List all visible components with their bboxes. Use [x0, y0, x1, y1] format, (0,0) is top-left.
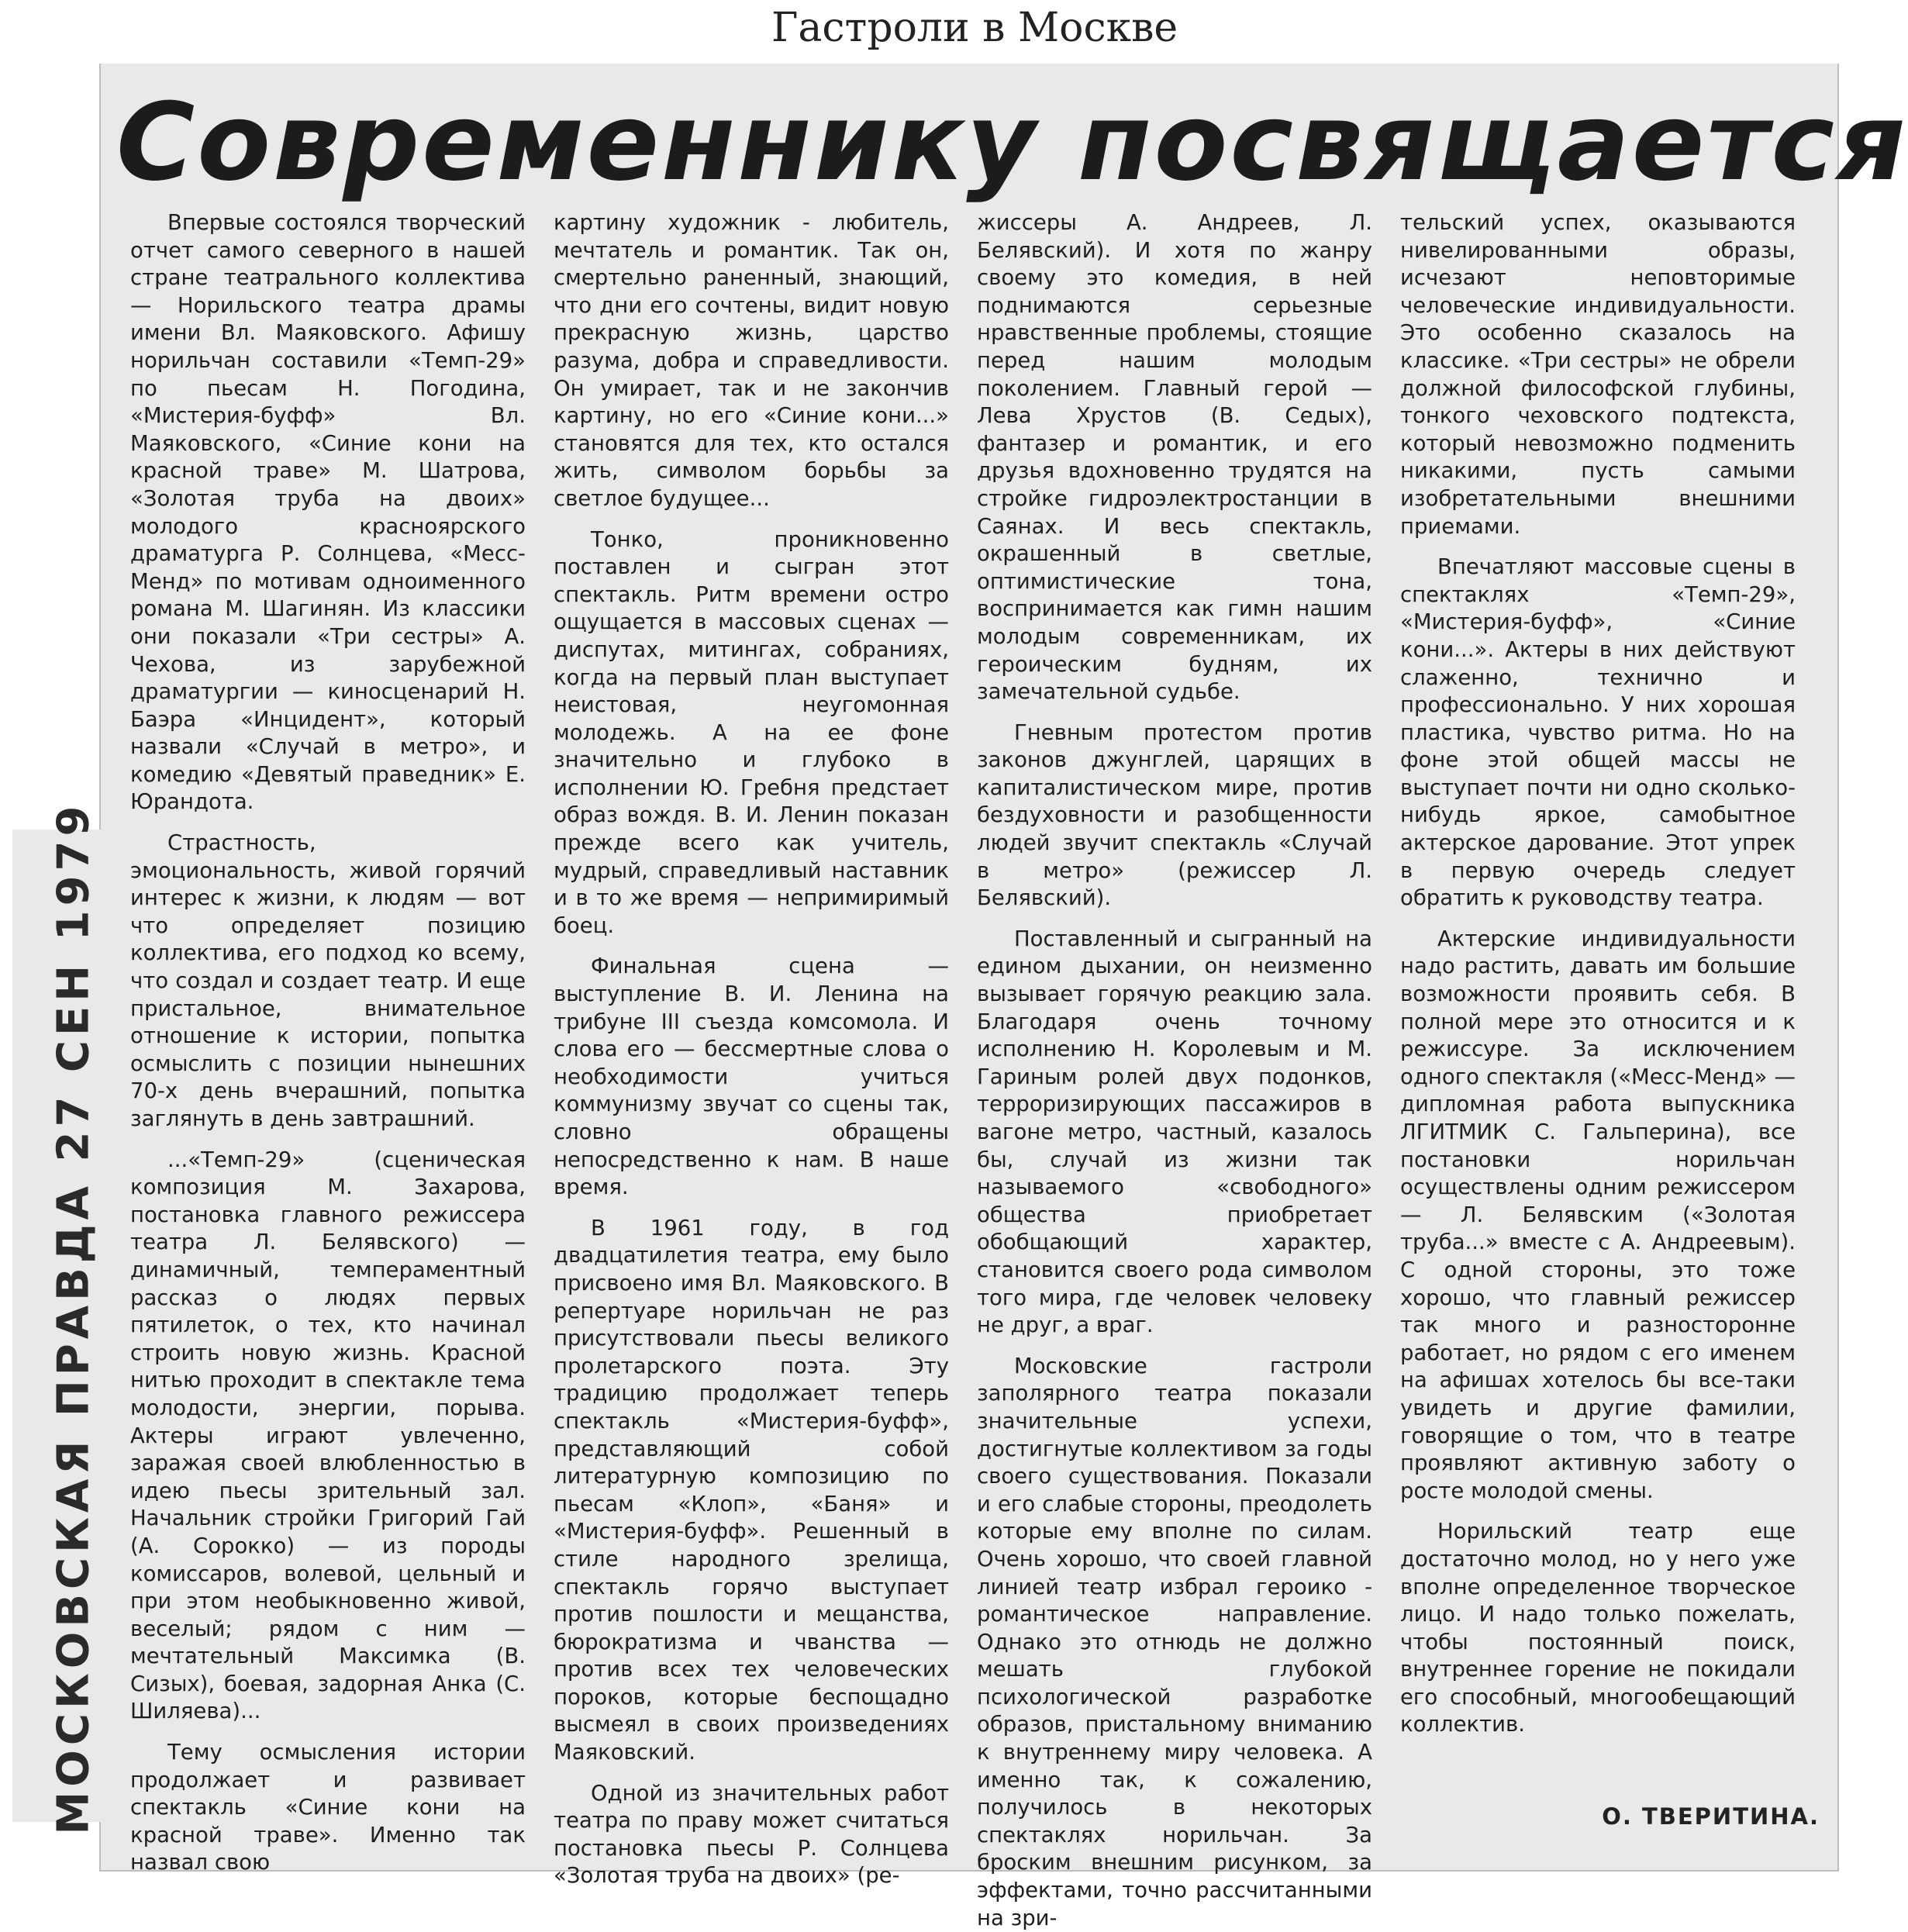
paragraph: Тонко, проникновенно поставлен и сыгран этот спектакль. Ритм времени остро ощущается в массовых сценах — диспутах, митингах, собраниях, когда на первый план выступает неистовая, неугомонная молодежь. А на ее фоне значительно и глубоко в исполнении Ю. Гребня предстает образ вождя. В. И. Ленин показан прежде всего как учитель, мудрый, справедливый наставник и в то же время — непримиримый боец.: [554, 526, 949, 938]
article-column-2: [554, 209, 949, 1889]
article-column-4: [1400, 209, 1796, 1814]
paragraph: Впервые состоялся творческий отчет самого северного в нашей стране театрального коллектива — Норильского театра драмы имени Вл. Маяковского. Афишу норильчан составили «Темп-29» по пьесам Н. Погодина, «Мистерия-буфф» Вл. Маяковского, «Синие кони на красной траве» М. Шатрова, «Золотая труба на двоих» молодого красноярского драматурга Р. Солнцева, «Месс-Менд» по мотивам одноименного романа М. Шагинян. Из классики они показали «Три сестры» А. Чехова, из зарубежной драматургии — киносценарий Н. Баэра «Инцидент», который назвали «Случай в метро», и комедию «Девятый праведник» Е. Юрандота.: [130, 210, 526, 815]
paragraph: Московские гастроли заполярного театра показали значительные успехи, достигнутые коллективом за годы своего существования. Показали и его слабые стороны, преодолеть которые ему вполне по силам. Очень хорошо, что своей главной линией театр избрал героико - романтическое направление. Однако это отнюдь не должно мешать глубокой психологической разработке образов, пристальному вниманию к внутреннему миру человека. А именно так, к сожалению, получилось в некоторых спектаклях норильчан. За броским внешним рисунком, за эффектами, точно рассчитанными на зри-: [977, 1353, 1372, 1930]
paragraph: Финальная сцена — выступление В. И. Ленина на трибуне III съезда комсомола. И слова его — бессмертные слова о необходимости учиться коммунизму звучат со сцены так, словно обращены непосредственно к нам. В наше время.: [554, 954, 949, 1200]
headline: Современнику посвящается: [116, 80, 1908, 205]
paragraph: Впечатляют массовые сцены в спектаклях «Темп-29», «Мистерия-буфф», «Синие кони...». Актеры в них действуют слаженно, технично и профессионально. У них хорошая пластика, чувство ритма. Но на фоне этой общей массы не выступает почти ни одно сколько-нибудь яркое, самобытное актерское дарование. Этот упрек в первую очередь следует обратить к руководству театра.: [1400, 554, 1796, 911]
newspaper-date-stamp: МОСКОВСКАЯ ПРАВДА 27 СЕН 1979: [48, 801, 99, 1835]
paragraph: Одной из значительных работ театра по праву может считаться постановка пьесы Р. Солнцева «Золотая труба на двоих» (ре-: [554, 1780, 949, 1889]
paragraph: Гневным протестом против законов джунглей, царящих в капиталистическом мире, против бездуховности и разобщенности людей звучит спектакль «Случай в метро» (режиссер Л. Белявский).: [977, 719, 1372, 911]
paragraph: ...«Темп-29» (сценическая композиция М. Захарова, постановка главного режиссера театра Л. Белявского) — динамичный, темпераментный рассказ о людях первых пятилеток, о тех, кто начинал строить новую жизнь. Красной нитью проходит в спектакле тема молодости, энергии, порыва. Актеры играют увлеченно, заражая своей влюбленностью в идею пьесы зрительный зал. Начальник стройки Григорий Гай (А. Сорокко) — из породы комиссаров, волевой, цельный и при этом необыкновенно живой, веселый; рядом с ним — мечтательный Максимка (В. Сизых), боевая, задорная Анка (С. Шиляева)...: [130, 1147, 526, 1724]
paragraph: В 1961 году, в год двадцатилетия театра, ему было присвоено имя Вл. Маяковского. В репертуаре норильчан не раз присутствовали пьесы великого пролетарского поэта. Эту традицию продолжает теперь спектакль «Мистерия-буфф», представляющий собой литературную композицию по пьесам «Клоп», «Баня» и «Мистерия-буфф». Решенный в стиле народного зрелища, спектакль горячо выступает против пошлости и мещанства, бюрократизма и чванства — против всех тех человеческих пороков, которые беспощадно высмеял в своих произведениях Маяковский.: [554, 1215, 949, 1765]
paragraph: Поставленный и сыгранный на едином дыхании, он неизменно вызывает горячую реакцию зала. Благодаря очень точному исполнению Н. Королевым и М. Гариным ролей двух подонков, терроризирующих пассажиров в вагоне метро, частный, казалось бы, случай из жизни так называемого «свободного» общества приобретает обобщающий характер, становится своего рода символом того мира, где человек человеку не друг, а враг.: [977, 926, 1372, 1338]
paragraph: Норильский театр еще достаточно молод, но у него уже вполне определенное творческое лицо. И надо только пожелать, чтобы постоянный поиск, внутреннее горение не покидали его способный, многообещающий коллектив.: [1400, 1519, 1796, 1737]
paragraph: картину художник - любитель, мечтатель и романтик. Так он, смертельно раненный, знающий, что дни его сочтены, видит новую прекрасную жизнь, царство разума, добра и справедливости. Он умирает, так и не закончив картину, но его «Синие кони...» становятся для тех, кто остался жить, символом борьбы за светлое будущее...: [554, 210, 949, 511]
article-column-1: [130, 209, 526, 1875]
paragraph: Тему осмысления истории продолжает и развивает спектакль «Синие кони на красной траве». Именно так назвал свою: [130, 1740, 526, 1875]
paragraph: жиссеры А. Андреев, Л. Белявский). И хотя по жанру своему это комедия, в ней поднимаются серьезные нравственные проблемы, стоящие перед нашим молодым поколением. Главный герой — Лева Хрустов (В. Седых), фантазер и романтик, и его друзья вдохновенно трудятся на стройке гидроэлектростанции в Саянах. И весь спектакль, окрашенный в светлые, оптимистические тона, воспринимается как гимн нашим молодым современникам, их героическим будням, их замечательной судьбе.: [977, 210, 1372, 705]
paragraph: Страстность, эмоциональность, живой горячий интерес к жизни, к людям — вот что определяет позицию коллектива, его подход ко всему, что создал и создает театр. И еще пристальное, внимательное отношение к истории, попытка осмыслить с позиции нынешних 70-х день вчерашний, попытка заглянуть в день завтрашний.: [130, 830, 526, 1131]
author-signature: О. ТВЕРИТИНА.: [1602, 1803, 1820, 1830]
paragraph: тельский успех, оказываются нивелированными образы, исчезают неповторимые человеческие индивидуальности. Это особенно сказалось на классике. «Три сестры» не обрели должной философской глубины, тонкого чеховского подтекста, который невозможно подменить никакими, пусть самыми изобретательными внешними приемами.: [1400, 210, 1796, 539]
section-kicker: Гастроли в Москве: [771, 5, 1178, 51]
article-column-3: [977, 209, 1372, 1930]
paragraph: Актерские индивидуальности надо растить, давать им большие возможности проявить себя. В полной мере это относится и к режиссуре. За исключением одного спектакля («Месс-Менд» — дипломная работа выпускника ЛГИТМИК С. Гальперина), все постановки норильчан осуществлены одним режиссером — Л. Белявским («Золотая труба...» вместе с А. Андреевым). С одной стороны, это тоже хорошо, что главный режиссер так много и разносторонне работает, но рядом с его именем на афишах хотелось бы все-таки увидеть и другие фамилии, говорящие о том, что в театре проявляют активную заботу о росте молодой смены.: [1400, 926, 1796, 1503]
